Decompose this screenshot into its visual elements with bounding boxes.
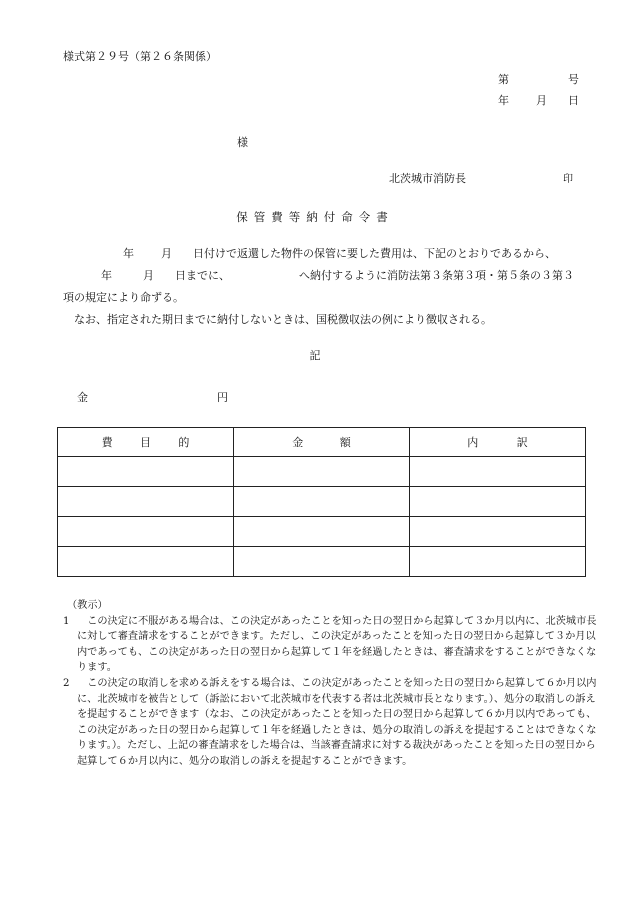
table-cell[interactable] <box>234 517 410 547</box>
table-row <box>58 457 586 487</box>
body-line2-month: 月 <box>143 269 154 282</box>
note-number: 2 <box>63 677 70 689</box>
body-line2-text1: 日までに、 <box>175 269 230 282</box>
table-cell[interactable] <box>58 517 234 547</box>
date-year-label: 年 <box>498 94 509 107</box>
table-row <box>58 547 586 577</box>
table-header-row <box>58 428 586 457</box>
date-day-label: 日 <box>568 94 579 107</box>
body-line2-year: 年 <box>101 269 112 282</box>
cost-table <box>57 427 586 577</box>
table-cell[interactable] <box>410 547 586 577</box>
body-line1-month: 月 <box>161 247 172 260</box>
note-text: この決定の取消しを求める訴えをする場合は、この決定があったことを知った日の翌日から起算して６か月以内に、北茨城市を被告として（訴訟において北茨城市を代表する者は北茨城市長となります。）、処分の取消しの訴えを提起することができます（なお、この決定があったことを知った日の翌日から起算して６か月以内であっても、この決定があった日の翌日から起算して１年を経過したときは、処分の取消しの訴えを提起することはできなくなります。）。ただし、上記の審査請求をした場合は、当該審査請求に対する裁決があったことを知った日の翌日から起算して６か月以内に、処分の取消しの訴えを提起することができます。 <box>77 677 597 767</box>
amount-unit: 円 <box>217 391 228 404</box>
table-row <box>58 517 586 547</box>
table-cell[interactable] <box>410 517 586 547</box>
body-line4-text: なお、指定された期日までに納付しないときは、国税徴収法の例により徴収される。 <box>74 313 492 326</box>
body-line1-year: 年 <box>123 247 134 260</box>
table-cell[interactable] <box>234 487 410 517</box>
header-purpose-char: 目 <box>139 436 151 449</box>
notes-heading: （教示） <box>67 600 108 611</box>
header-breakdown-char: 訳 <box>516 436 528 449</box>
number-prefix: 第 <box>498 73 509 86</box>
body-text <box>63 243 593 331</box>
table-cell[interactable] <box>58 457 234 487</box>
header-purpose-char: 的 <box>178 436 190 449</box>
table-cell[interactable] <box>234 547 410 577</box>
header-purpose <box>58 428 234 457</box>
table-cell[interactable] <box>58 547 234 577</box>
table-cell[interactable] <box>410 487 586 517</box>
note-number: 1 <box>63 615 70 627</box>
note-text: この決定に不服がある場合は、この決定があったことを知った日の翌日から起算して３か月以内に、北茨城市長に対して審査請求をすることができます。ただし、この決定があったことを知った日の翌日から起算して３か月以内であっても、この決定があった日の翌日から起算して１年を経過したときは、審査請求をすることができなくなります。 <box>77 615 597 674</box>
header-purpose-char: 費 <box>101 436 113 449</box>
header-breakdown-char: 内 <box>467 436 479 449</box>
document-title: 保管費等納付命令書 <box>236 210 394 224</box>
form-number: 様式第２９号（第２６条関係） <box>63 50 217 63</box>
header-amount-char: 金 <box>292 436 304 449</box>
ki-heading: 記 <box>309 349 321 362</box>
instructions-notes <box>63 598 603 770</box>
table-cell[interactable] <box>234 457 410 487</box>
body-line3-text: 項の規定により命ずる。 <box>63 291 184 304</box>
header-amount-char: 額 <box>339 436 351 449</box>
body-line2-text2: へ納付するように消防法第３条第３項・第５条の３第３ <box>299 269 574 282</box>
addressee-honorific: 様 <box>237 136 248 149</box>
number-suffix: 号 <box>568 73 579 86</box>
seal-mark: 印 <box>563 174 573 185</box>
header-amount <box>234 428 410 457</box>
table-row <box>58 487 586 517</box>
body-line1-text: 日付けで返還した物件の保管に要した費用は、下記のとおりであるから、 <box>193 247 556 260</box>
table-cell[interactable] <box>58 487 234 517</box>
amount-label: 金 <box>77 391 88 404</box>
issuer-title: 北茨城市消防長 <box>389 172 466 185</box>
note-item <box>63 614 603 676</box>
table-cell[interactable] <box>410 457 586 487</box>
date-month-label: 月 <box>536 94 547 107</box>
note-item <box>63 676 603 770</box>
header-breakdown <box>410 428 586 457</box>
